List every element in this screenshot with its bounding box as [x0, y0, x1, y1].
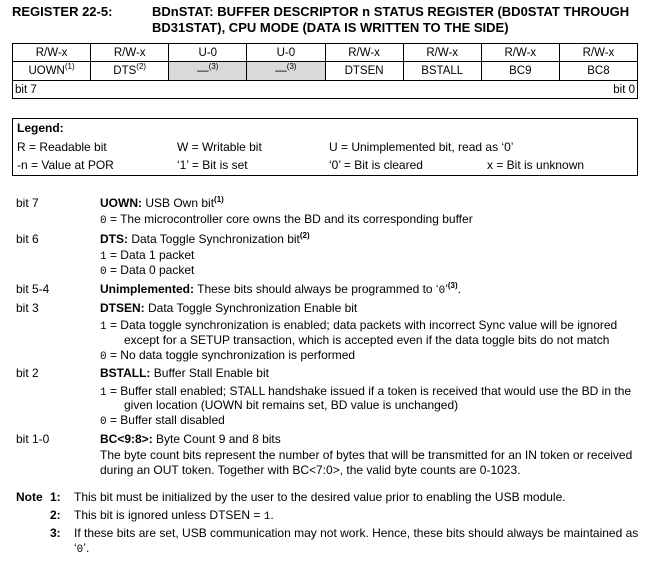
bit-name: BC9 — [509, 65, 532, 77]
bit-name: BSTALL — [421, 65, 464, 77]
bit-label: bit 1-0 — [16, 432, 50, 446]
value-code: 1 — [100, 387, 107, 399]
legend-item: W = Writable bit — [177, 140, 262, 154]
value-text: = Buffer stall disabled — [106, 413, 225, 427]
bit-field-desc: Byte Count 9 and 8 bits — [152, 432, 281, 446]
bit-field-desc: USB Own bit — [142, 196, 215, 210]
bit-description — [100, 282, 461, 299]
bit-name: — — [197, 65, 209, 77]
note-text-part: This bit is ignored unless DTSEN = — [74, 508, 264, 522]
note-number: 3: — [50, 526, 61, 540]
note-text-cont — [74, 541, 89, 558]
bit-label: bit 2 — [16, 366, 39, 380]
bit-field-table — [12, 43, 638, 99]
note-text — [74, 508, 274, 525]
legend-item: ‘1’ = Bit is set — [177, 158, 248, 172]
bit-name-cell — [247, 62, 325, 81]
bit-value-line — [100, 413, 225, 430]
note-number: 2: — [50, 508, 61, 522]
value-text: = The microcontroller core owns the BD and its corresponding buffer — [106, 212, 473, 226]
note-ref: (3) — [286, 62, 297, 71]
bit-field-name: BSTALL: — [100, 366, 151, 380]
access-cell: R/W-x — [403, 44, 481, 62]
bit-description — [100, 432, 281, 447]
note-ref: (1) — [64, 62, 75, 71]
note-text-part: ‘ — [74, 541, 77, 555]
bit-name: — — [275, 65, 287, 77]
bit-label: bit 7 — [16, 196, 39, 210]
bit-field-desc-end: ’ — [445, 282, 448, 296]
register-number: REGISTER 22-5: — [12, 4, 113, 19]
note-text-end: . — [270, 508, 274, 522]
bit-value-line — [100, 348, 355, 365]
bit-value-line-cont: except for a SETUP transaction, which is accepted even if the data toggle bits do not match — [124, 333, 610, 347]
value-code: 0 — [438, 285, 446, 297]
bit-label: bit 5-4 — [16, 282, 50, 296]
notes-title: Note — [16, 490, 43, 504]
bit-label: bit 6 — [16, 232, 39, 246]
bit-name-cell — [13, 62, 91, 81]
lsb-label: bit 0 — [613, 83, 635, 96]
note-ref: (3) — [208, 62, 219, 71]
bit-field-name: BC<9:8>: — [100, 432, 153, 446]
bit-field-desc: Buffer Stall Enable bit — [150, 366, 269, 380]
bit-name: DTS — [113, 65, 137, 77]
note-text: This bit must be initialized by the user to the desired value prior to enabling the USB module. — [74, 490, 566, 504]
bit-body-text: The byte count bits represent the number of bytes that will be transmitted for an IN token or received — [100, 448, 633, 462]
value-text: = Data toggle synchronization is enabled; data packets with incorrect Sync value will be ignored — [106, 318, 618, 332]
access-cell: U-0 — [169, 44, 247, 62]
access-cell: R/W-x — [325, 44, 403, 62]
bit-field-desc: Data Toggle Synchronization Enable bit — [144, 301, 358, 315]
bit-field-name: UOWN: — [100, 196, 142, 210]
bit-description — [100, 301, 357, 316]
value-text: = No data toggle synchronization is performed — [106, 348, 356, 362]
bit-name-cell — [403, 62, 481, 81]
bit-description — [100, 366, 269, 381]
bit-label: bit 3 — [16, 301, 39, 315]
legend-item: -n = Value at POR — [17, 158, 114, 172]
access-cell: R/W-x — [91, 44, 169, 62]
msb-label: bit 7 — [15, 83, 37, 96]
register-title-line1: BDnSTAT: BUFFER DESCRIPTOR n STATUS REGISTER (BD0STAT THROUGH — [152, 4, 630, 19]
bit-body-text: during an OUT token. Together with BC<7:0>, the valid byte counts are 0-1023. — [100, 463, 521, 477]
bit-value-line — [100, 263, 194, 280]
access-cell: R/W-x — [559, 44, 637, 62]
note-text: If these bits are set, USB communication may not work. Hence, these bits should always be maintained as — [74, 526, 639, 540]
value-code: 1 — [100, 251, 107, 263]
bit-name: BC8 — [587, 65, 610, 77]
bit-name: DTSEN — [344, 65, 384, 77]
value-code: 0 — [76, 544, 84, 556]
bit-name-cell — [91, 62, 169, 81]
value-text: = Buffer stall enabled; STALL handshake issued if a token is received that would use the BD in the — [106, 384, 632, 398]
legend-item: ‘0’ = Bit is cleared — [329, 158, 423, 172]
note-ref: (3) — [447, 281, 458, 290]
bit-value-line-cont: given location (UOWN bit remains set, BD value is unchanged) — [124, 398, 459, 412]
bit-name-cell — [559, 62, 637, 81]
bit-field-name: Unimplemented: — [100, 282, 195, 296]
bit-field-desc: Data Toggle Synchronization bit — [128, 232, 300, 246]
bit-name: UOWN — [28, 65, 65, 77]
note-ref: (2) — [136, 62, 147, 71]
value-code: 1 — [100, 321, 107, 333]
bit-name-cell — [481, 62, 559, 81]
value-text: = Data 0 packet — [106, 263, 195, 277]
bit-field-name: DTSEN: — [100, 301, 145, 315]
value-code: 0 — [100, 215, 107, 227]
access-row — [13, 44, 638, 62]
legend-item: R = Readable bit — [17, 140, 107, 154]
bit-name-cell — [169, 62, 247, 81]
bit-field-desc: These bits should always be programmed to ‘ — [194, 282, 439, 296]
bit-name-cell — [325, 62, 403, 81]
period: . — [457, 282, 461, 296]
access-cell: U-0 — [247, 44, 325, 62]
note-ref: (2) — [299, 231, 310, 240]
legend-item: U = Unimplemented bit, read as ‘0’ — [329, 140, 514, 154]
bit-value-line — [100, 212, 473, 229]
legend-item: x = Bit is unknown — [487, 158, 585, 172]
note-ref: (1) — [214, 195, 224, 204]
value-code: 1 — [263, 511, 271, 523]
access-cell: R/W-x — [13, 44, 91, 62]
value-code: 0 — [100, 351, 107, 363]
bit-description — [100, 196, 224, 211]
note-number: 1: — [50, 490, 61, 504]
bit-description — [100, 232, 310, 247]
value-code: 0 — [100, 266, 107, 278]
access-cell: R/W-x — [481, 44, 559, 62]
bit-position-cell — [13, 81, 638, 99]
value-text: = Data 1 packet — [106, 248, 195, 262]
value-code: 0 — [100, 416, 107, 428]
legend-box — [12, 118, 638, 176]
bit-position-row — [13, 81, 638, 99]
register-title-line2: BD31STAT), CPU MODE (DATA IS WRITTEN TO THE SIDE) — [152, 20, 509, 35]
note-text-end: ’. — [83, 541, 90, 555]
bit-name-row — [13, 62, 638, 81]
legend-title: Legend: — [17, 121, 64, 135]
bit-field-name: DTS: — [100, 232, 128, 246]
